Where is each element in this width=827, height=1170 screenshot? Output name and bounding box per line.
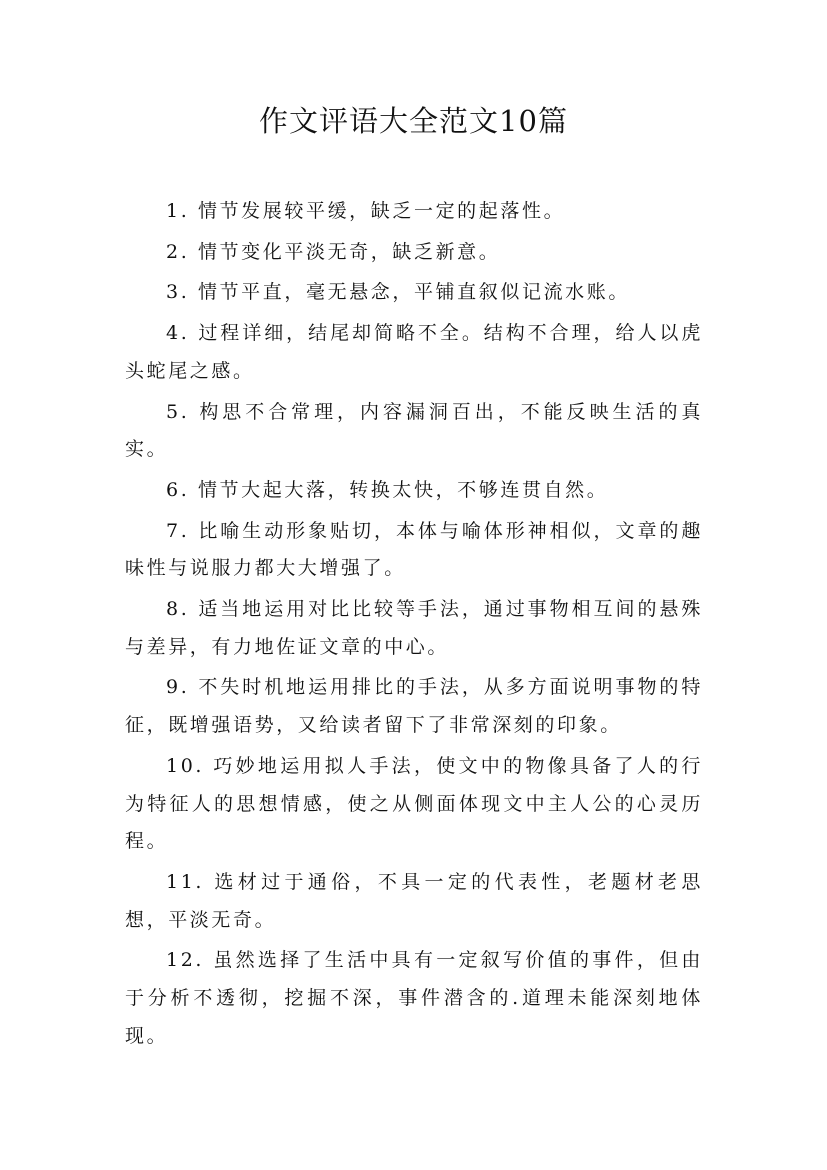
paragraph-7: 7. 比喻生动形象贴切，本体与喻体形神相似，文章的趣味性与说服力都大大增强了。 xyxy=(125,519,703,580)
paragraph-12: 12. 虽然选择了生活中具有一定叙写价值的事件，但由于分析不透彻，挖掘不深，事件潜含的.道理未能深刻地体现。 xyxy=(125,949,703,1047)
paragraph-4: 4. 过程详细，结尾却简略不全。结构不合理，给人以虎头蛇尾之感。 xyxy=(125,322,703,382)
document-body xyxy=(125,193,703,1058)
page-title: 作文评语大全范文10篇 xyxy=(259,104,568,138)
paragraph-8: 8. 适当地运用对比比较等手法，通过事物相互间的悬殊与差异，有力地佐证文章的中心。 xyxy=(125,598,703,658)
paragraph-3: 3. 情节平直，毫无悬念，平铺直叙似记流水账。 xyxy=(166,281,630,304)
paragraph-5: 5. 构思不合常理，内容漏洞百出，不能反映生活的真实。 xyxy=(125,400,703,461)
paragraph-2: 2. 情节变化平淡无奇，缺乏新意。 xyxy=(166,240,501,263)
paragraph-11: 11. 选材过于通俗，不具一定的代表性，老题材老思想，平淡无奇。 xyxy=(125,870,703,931)
paragraph-6: 6. 情节大起大落，转换太快，不够连贯自然。 xyxy=(166,478,609,501)
paragraph-1: 1. 情节发展较平缓，缺乏一定的起落性。 xyxy=(166,200,566,222)
paragraph-9: 9. 不失时机地运用排比的手法，从多方面说明事物的特征，既增强语势，又给读者留下了非常深刻的印象。 xyxy=(125,676,703,737)
paragraph-10: 10. 巧妙地运用拟人手法，使文中的物像具备了人的行为特征人的思想情感，使之从侧面体现文中主人公的心灵历程。 xyxy=(125,754,703,853)
